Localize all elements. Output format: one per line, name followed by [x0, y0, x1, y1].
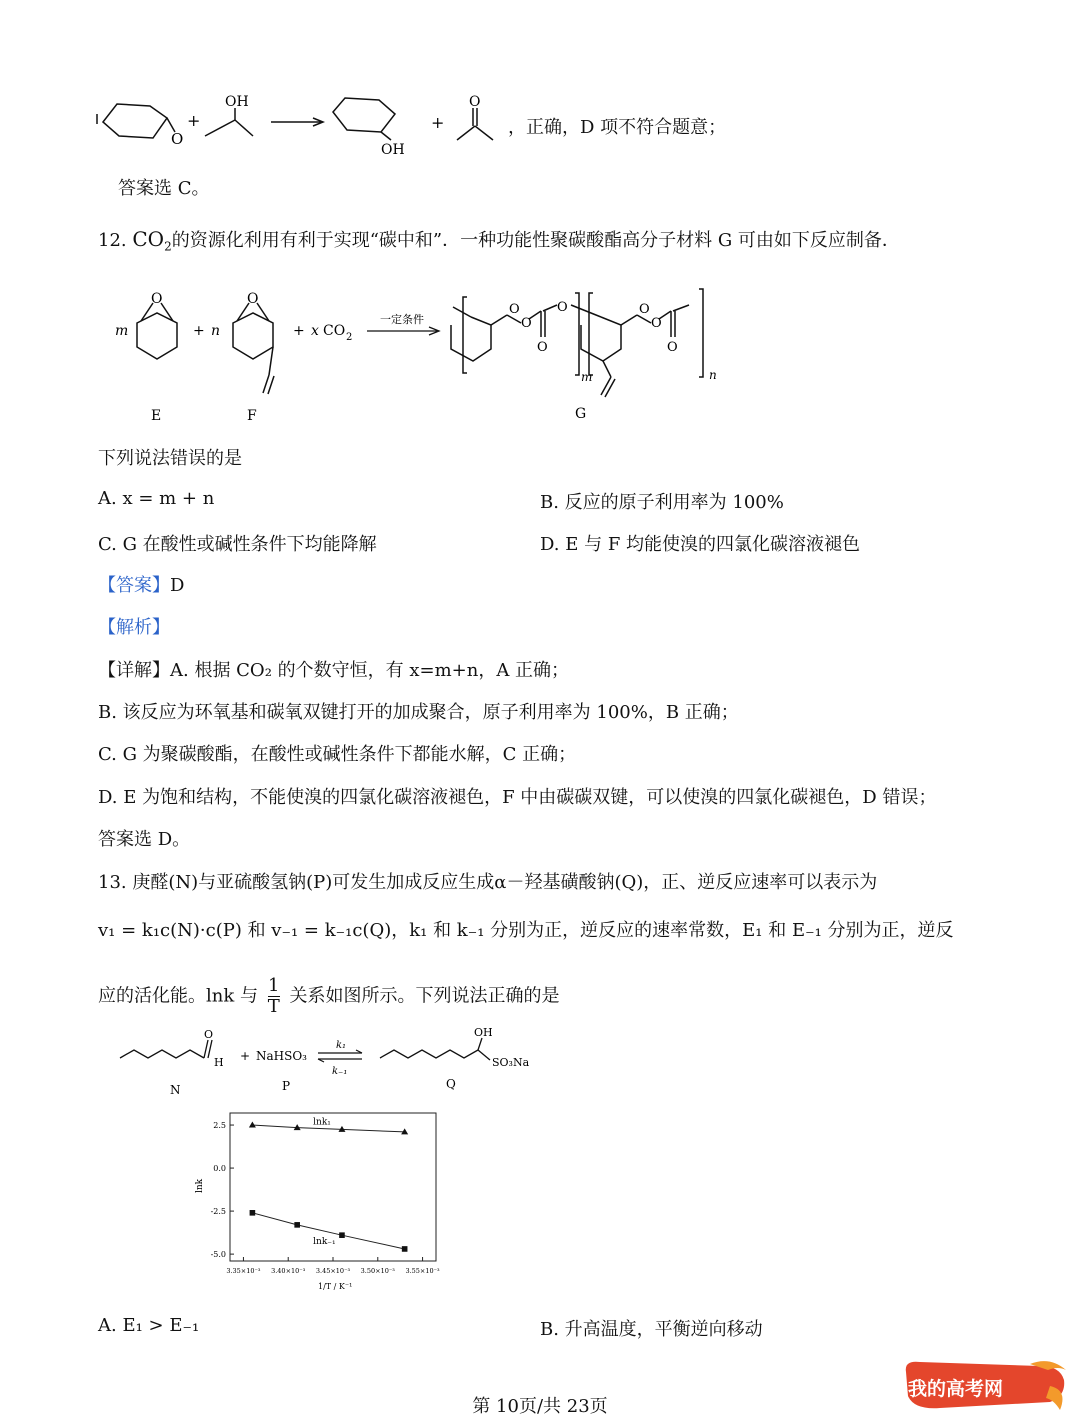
aldehyde-h: H: [214, 1056, 224, 1069]
aldehyde-oxygen: O: [204, 1028, 214, 1041]
co2-formula: CO: [132, 227, 165, 251]
hydroxyl-label: OH: [225, 94, 249, 110]
k-minus-1-label: k₋₁: [332, 1066, 348, 1077]
lnk-vs-inverse-T-chart: [190, 1105, 450, 1295]
fraction-denominator: T: [267, 996, 280, 1017]
label-Q: Q: [446, 1077, 456, 1091]
q13-option-b: B. 升高温度，平衡逆向移动: [540, 1319, 763, 1340]
subscript-n: n: [709, 368, 717, 382]
co2-subscript: 2: [164, 239, 172, 254]
q12-detail-a: 【详解】A. 根据 CO₂ 的个数守恒，有 x=m+n，A 正确；: [98, 660, 570, 681]
y-tick-label: -2.5: [210, 1207, 226, 1217]
polycarbonate-reaction-scheme: [105, 285, 730, 430]
fraction-1-over-T: [268, 976, 280, 1017]
prev-answer: 答案选 C。: [118, 178, 210, 199]
q13-line3-a: 应的活化能。lnk 与: [98, 985, 258, 1007]
oxygen-G1: O: [509, 302, 520, 317]
oxygen-G4: O: [557, 300, 568, 315]
x-axis-label: 1/T / K⁻¹: [318, 1282, 353, 1291]
heptanal-bisulfite-scheme: [110, 1026, 550, 1098]
carbonyl-oxygen-label: O: [469, 94, 481, 110]
k1-label: k₁: [336, 1040, 347, 1051]
series-layer: [249, 1117, 408, 1251]
co2-reactant-sub: 2: [346, 332, 353, 343]
oxygen-G7: O: [667, 340, 678, 355]
plus-sign: +: [187, 111, 201, 130]
q13-stem-line3: [98, 976, 559, 1017]
data-point-square: [294, 1222, 300, 1228]
coef-m: m: [115, 323, 129, 339]
data-point-square: [402, 1246, 408, 1252]
oxygen-E: O: [151, 291, 163, 307]
q12-option-b: B. 反应的原子利用率为 100%: [540, 492, 784, 513]
cyclohexanone-structure: [97, 104, 175, 138]
x-axis: [226, 1257, 440, 1275]
q13-stem-line2: v₁ = k₁c(N)·c(P) 和 v₋₁ = k₋₁c(Q)，k₁ 和 k₋₁ 分别为正，逆反应的速率常数，E₁ 和 E₋₁ 分别为正，逆反: [98, 920, 954, 941]
label-N: N: [170, 1083, 181, 1097]
series-label: lnk₁: [313, 1117, 331, 1128]
y-tick-label: 0.0: [213, 1164, 226, 1174]
q13-line3-b: 关系如图所示。下列说法正确的是: [289, 985, 560, 1007]
oxygen-G5: O: [639, 302, 650, 317]
equilibrium-arrow: [318, 1050, 362, 1062]
y-axis-label: lnk: [195, 1178, 205, 1193]
q12-option-a: A. x = m + n: [98, 488, 215, 509]
oxygen-G3: O: [537, 340, 548, 355]
x-tick-label: 3.50×10⁻³: [360, 1267, 395, 1275]
coef-x: x: [311, 323, 319, 339]
reaction-condition: 一定条件: [380, 313, 424, 326]
label-F: F: [247, 408, 257, 424]
q12-conclusion: 答案选 D。: [98, 829, 191, 850]
nahso3-formula: NaHSO₃: [256, 1049, 307, 1063]
answer-tag: 【答案】: [98, 575, 170, 596]
reaction-arrow-12: [367, 327, 439, 335]
label-E: E: [151, 408, 162, 424]
q12-option-c: C. G 在酸性或碱性条件下均能降解: [98, 534, 377, 555]
series-label: lnk₋₁: [313, 1237, 336, 1248]
cyclohexanol-structure: [333, 98, 395, 140]
label-G: G: [575, 406, 587, 422]
compound-E-structure: [137, 303, 177, 359]
q12-option-d: D. E 与 F 均能使溴的四氯化碳溶液褪色: [540, 534, 861, 555]
q13-option-a: A. E₁ > E₋₁: [98, 1315, 200, 1336]
q12-analysis-tag: 【解析】: [98, 617, 170, 638]
q12-answer: [98, 573, 184, 599]
subscript-m: m: [581, 370, 593, 384]
page-number: 第 10页/共 23页: [472, 1396, 608, 1417]
oxygen-F: O: [247, 291, 259, 307]
q12-detail-d: D. E 为饱和结构，不能使溴的四氯化碳溶液褪色，F 中由碳碳双键，可以使溴的四氯化碳褪色，D 错误；: [98, 787, 937, 808]
x-tick-label: 3.55×10⁻³: [405, 1267, 440, 1275]
q12-number: 12.: [98, 230, 133, 251]
plus-1: +: [193, 323, 205, 339]
q13-stem-line1: 13. 庚醛(N)与亚硫酸氢钠(P)可发生加成反应生成α－羟基磺酸钠(Q)，正、逆反应速率可以表示为: [98, 872, 878, 893]
q12-detail-b: B. 该反应为环氧基和碳氧双键打开的加成聚合，原子利用率为 100%，B 正确；: [98, 702, 739, 723]
site-logo-text: 我的高考网: [908, 1378, 1004, 1400]
plus-13: +: [240, 1049, 251, 1063]
q-hydroxyl: OH: [474, 1026, 493, 1039]
q-sulfonate: SO₃Na: [492, 1056, 530, 1069]
q12-stem: [98, 226, 900, 260]
heptanal-structure: [120, 1040, 212, 1058]
plus-sign-2: +: [431, 113, 445, 132]
data-point-square: [250, 1210, 256, 1216]
compound-F-structure: [233, 303, 274, 394]
prev-conclusion-text: ，正确，D 项不符合题意；: [508, 117, 727, 138]
label-P: P: [282, 1079, 291, 1093]
coef-n: n: [211, 323, 221, 339]
fraction-numerator: 1: [268, 975, 280, 996]
y-tick-label: -5.0: [210, 1250, 226, 1260]
co2-reactant: CO: [323, 323, 346, 339]
plus-2: +: [293, 323, 305, 339]
data-point-square: [339, 1232, 345, 1238]
oxygen-G6: O: [651, 316, 662, 331]
oxygen-G2: O: [521, 316, 532, 331]
polymer-G-structure: [451, 289, 703, 397]
x-tick-label: 3.45×10⁻³: [315, 1267, 351, 1275]
isopropanol-structure: [205, 108, 253, 136]
oxygen-label: O: [171, 130, 184, 148]
answer-value: D: [170, 575, 185, 596]
x-tick-label: 3.35×10⁻³: [226, 1267, 261, 1275]
hydroxysulfonate-structure: [380, 1038, 490, 1060]
acetone-structure: [457, 108, 493, 140]
data-point-triangle: [249, 1122, 256, 1128]
hydroxyl-label-2: OH: [381, 142, 405, 158]
q12-detail-c: C. G 为聚碳酸酯，在酸性或碱性条件下都能水解，C 正确；: [98, 744, 577, 765]
x-tick-label: 3.40×10⁻³: [271, 1267, 306, 1275]
q12-ask: 下列说法错误的是: [98, 448, 242, 469]
q12-stem-text: 的资源化利用有利于实现“碳中和”．一种功能性聚碳酸酯高分子材料 G 可由如下反应制备．: [171, 230, 900, 251]
reaction-arrow: [271, 118, 323, 126]
y-tick-label: 2.5: [213, 1121, 226, 1131]
